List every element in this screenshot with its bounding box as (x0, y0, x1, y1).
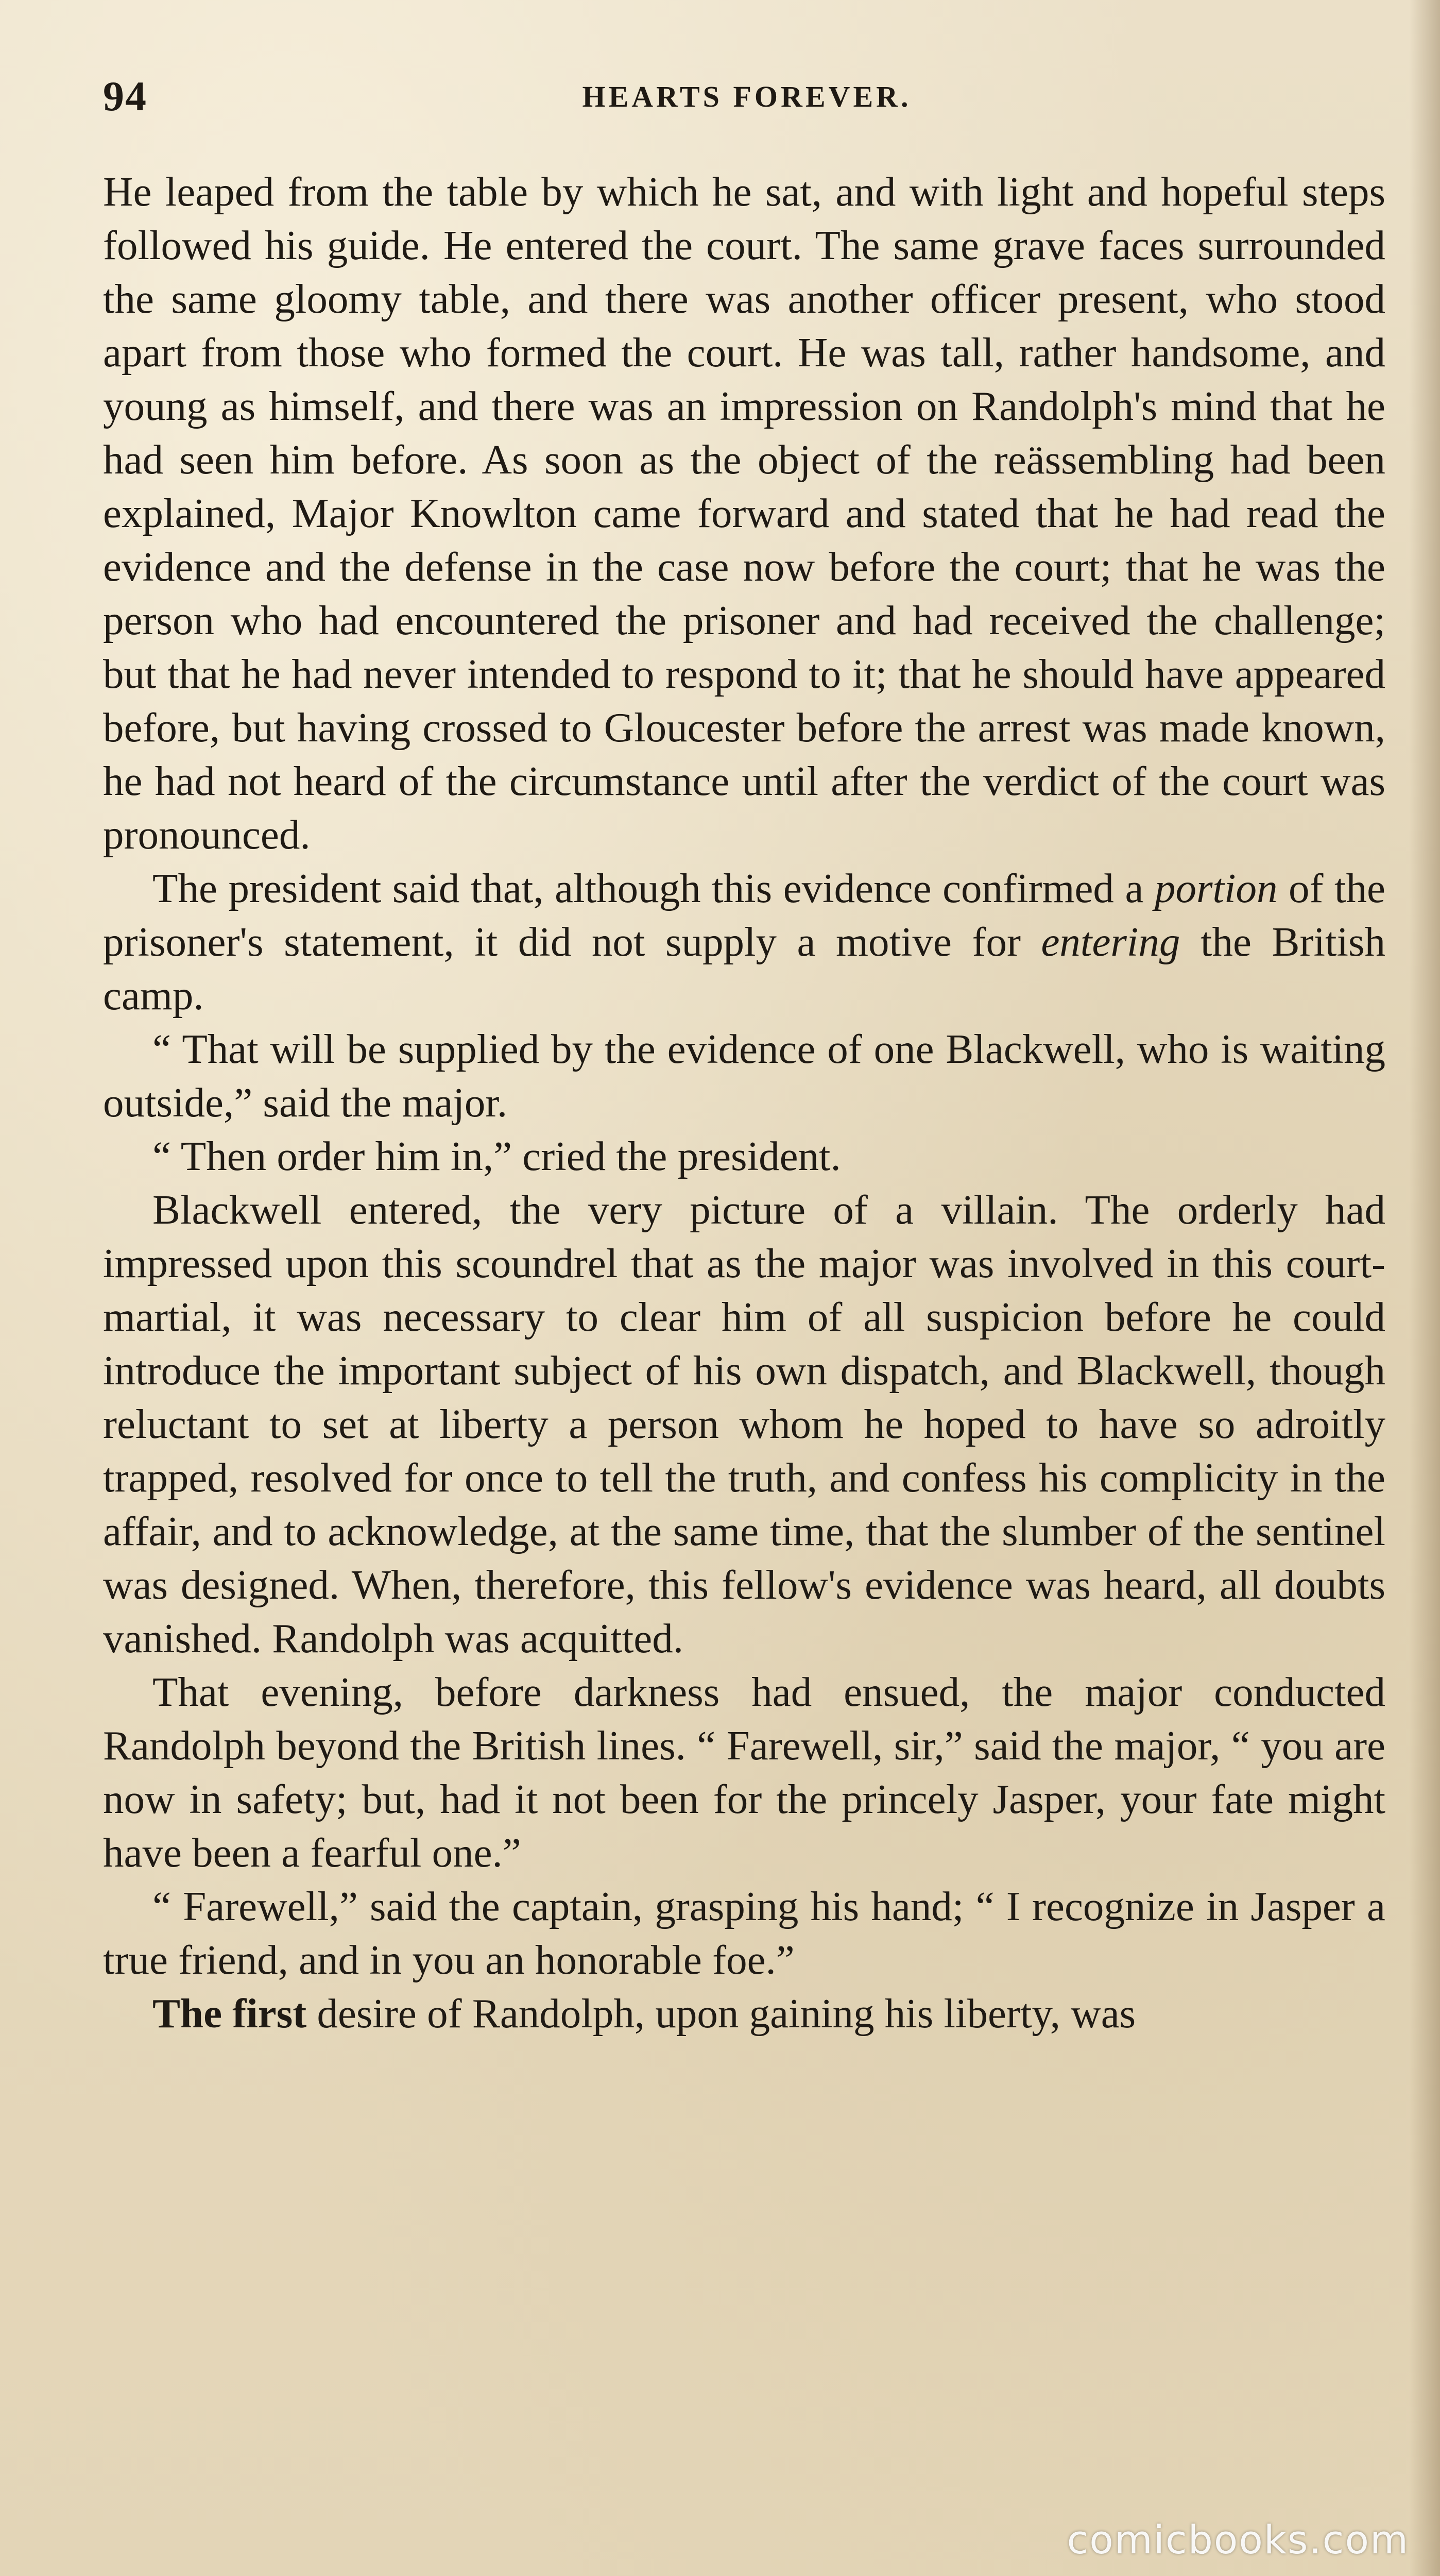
paragraph-3: “ That will be supplied by the evidence of one Blackwell, who is waiting outside,” said the major. (103, 1026, 1385, 1126)
paragraph-7: “ Farewell,” said the captain, grasping his hand; “ I recognize in Jasper a true friend, and in you an honorable foe.” (103, 1883, 1385, 1983)
paragraph-lead: The first (152, 1990, 307, 2037)
paragraph-6: That evening, before darkness had ensued, the major conducted Randolph beyond the British lines. “ Farewell, sir,” said the major, “ you are now in safety; but, had it not been for the princely Jasper, your fate might have been a fearful one.” (103, 1669, 1385, 1876)
paragraph-5: Blackwell entered, the very picture of a villain. The orderly had impressed upon this scoundrel that as the major was involved in this court-martial, it was necessary to clear him of all suspicion before he could introduce the important subject of his own dispatch, and Blackwell, though reluctant to set at liberty a person whom he hoped to have so adroitly trapped, resolved for once to tell the truth, and confess his complicity in the affair, and to acknowledge, at the same time, that the slumber of the sentinel was designed. When, therefore, this fellow's evidence was heard, all doubts vanished. Randolph was acquitted. (103, 1187, 1385, 1662)
page-header (103, 72, 1391, 129)
page-number: 94 (103, 73, 147, 120)
paragraph-4: “ Then order him in,” cried the president. (152, 1133, 841, 1179)
italic-word-entering: entering (1041, 919, 1180, 965)
italic-word-portion: portion (1154, 865, 1278, 911)
paragraph-8: The first desire of Randolph, upon gaining his liberty, was (152, 1990, 1136, 2037)
paragraph-1: He leaped from the table by which he sat, and with light and hopeful steps followed his guide. He entered the court. The same grave faces surrounded the same gloomy table, and there was another officer present, who stood apart from those who formed the court. He was tall, rather handsome, and young as himself, and there was an impression on Randolph's mind that he had seen him before. As soon as the object of the reässembling had been explained, Major Knowlton came forward and stated that he had read the evidence and the defense in the case now before the court; that he was the person who had encountered the prisoner and had received the challenge; but that he had never intended to respond to it; that he should have appeared before, but having crossed to Gloucester before the arrest was made known, he had not heard of the circumstance until after the verdict of the court was pronounced. (103, 168, 1385, 858)
watermark: comicbooks.com (1067, 2517, 1409, 2563)
paragraph-2: The president said that, although this evidence confirmed a portion of the prisoner's statement, it did not supply a motive for entering the British camp. (103, 865, 1386, 1019)
running-head: HEARTS FOREVER. (582, 80, 912, 113)
body-text (103, 165, 1385, 2040)
